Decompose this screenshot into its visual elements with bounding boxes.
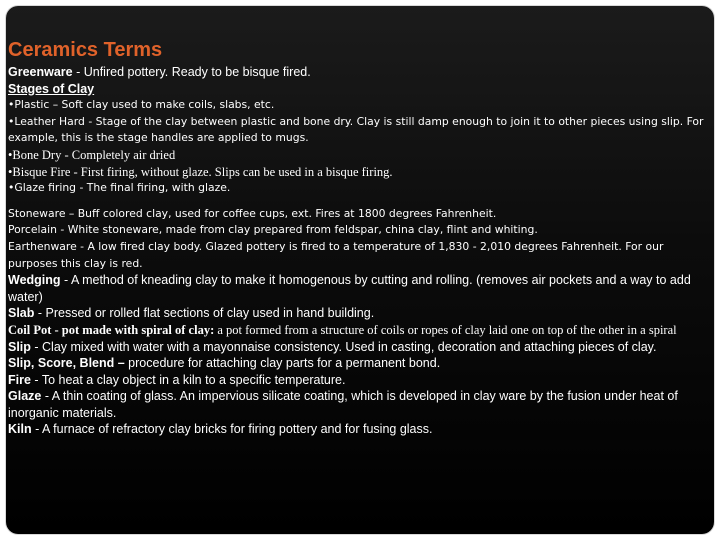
term-wedging [8, 272, 708, 305]
term-definition: - Unfired pottery. Ready to be bisque fired. [72, 65, 311, 79]
stages-heading: Stages of Clay [8, 81, 95, 96]
term-stoneware: Stoneware – Buff colored clay, used for coffee cups, ext. Fires at 1800 degrees Fahrenheit. [8, 206, 497, 220]
stage-item-bone-dry [8, 147, 708, 164]
term-definition: procedure for attaching clay parts for a permanent bond. [124, 356, 441, 371]
stage-term: Bisque Fire [12, 164, 71, 179]
stage-text: Plastic – Soft clay used to make coils, slabs, etc. [14, 98, 275, 112]
stage-text: - First firing, without glaze. Slips can be used in a bisque firing. [70, 164, 393, 179]
term-definition: - A furnace of refractory clay bricks for firing pottery and for fusing glass. [31, 422, 433, 437]
term-kiln [8, 421, 708, 438]
stage-text: Leather Hard - Stage of the clay between plastic and bone dry. Clay is still damp enough to join it to other pieces using slip. For example, this is the stage handles are applied to mugs. [8, 114, 704, 145]
term-earthenware: Earthenware - A low fired clay body. Glazed pottery is fired to a temperature of 1,830 - 2,010 degrees Fahrenheit. For our purposes this clay is red. [8, 239, 664, 270]
stage-item-plastic [8, 97, 708, 114]
stage-item-leather-hard [8, 114, 708, 147]
stage-text: Glaze firing - The final firing, with glaze. [14, 181, 231, 195]
term-porcelain: Porcelain - White stoneware, made from clay prepared from feldspar, china clay, flint and whiting. [8, 223, 538, 237]
stage-term: Bone Dry [12, 147, 62, 162]
term-definition: a pot formed from a structure of coils or ropes of clay laid one on top of the other in a spiral [214, 322, 677, 337]
term-definition: - A thin coating of glass. An impervious silicate coating, which is developed in clay ware by the fusion under heat of inorganic materials. [8, 389, 678, 420]
bullet: • [8, 164, 13, 179]
bullet: • [8, 181, 15, 195]
slide-title: Ceramics Terms [8, 39, 163, 61]
term-label: Wedging [8, 273, 61, 288]
term-slab [8, 305, 708, 322]
term-label: Coil Pot - pot made with spiral of clay: [8, 322, 215, 337]
stage-text: - Completely air dried [61, 147, 176, 162]
term-label: Greenware [8, 65, 73, 79]
stage-item-bisque-fire [8, 164, 708, 181]
term-definition: - Pressed or rolled flat sections of clay used in hand building. [34, 306, 375, 321]
term-definition: - To heat a clay object in a kiln to a specific temperature. [30, 372, 346, 387]
term-label: Kiln [8, 422, 32, 437]
stage-item-glaze-firing [8, 180, 708, 197]
bullet: • [8, 98, 15, 112]
slide [6, 6, 714, 534]
spacer [8, 197, 708, 206]
term-label: Slip, Score, Blend – [8, 356, 125, 371]
slide-content [8, 38, 708, 438]
bullet: • [8, 147, 13, 162]
bullet: • [8, 114, 15, 128]
term-slip [8, 339, 708, 356]
term-fire [8, 372, 708, 389]
term-glaze [8, 388, 708, 421]
term-label: Slab [8, 306, 35, 321]
term-definition: - Clay mixed with water with a mayonnaise consistency. Used in casting, decoration and attaching pieces of clay. [30, 339, 657, 354]
term-slip-score-blend [8, 355, 708, 372]
term-label: Fire [8, 372, 31, 387]
term-definition: - A method of kneading clay to make it homogenous by cutting and rolling. (removes air pockets and a way to add water) [8, 273, 691, 304]
term-coil-pot [8, 322, 708, 339]
term-label: Glaze [8, 389, 42, 404]
term-greenware [8, 64, 708, 81]
term-label: Slip [8, 339, 31, 354]
